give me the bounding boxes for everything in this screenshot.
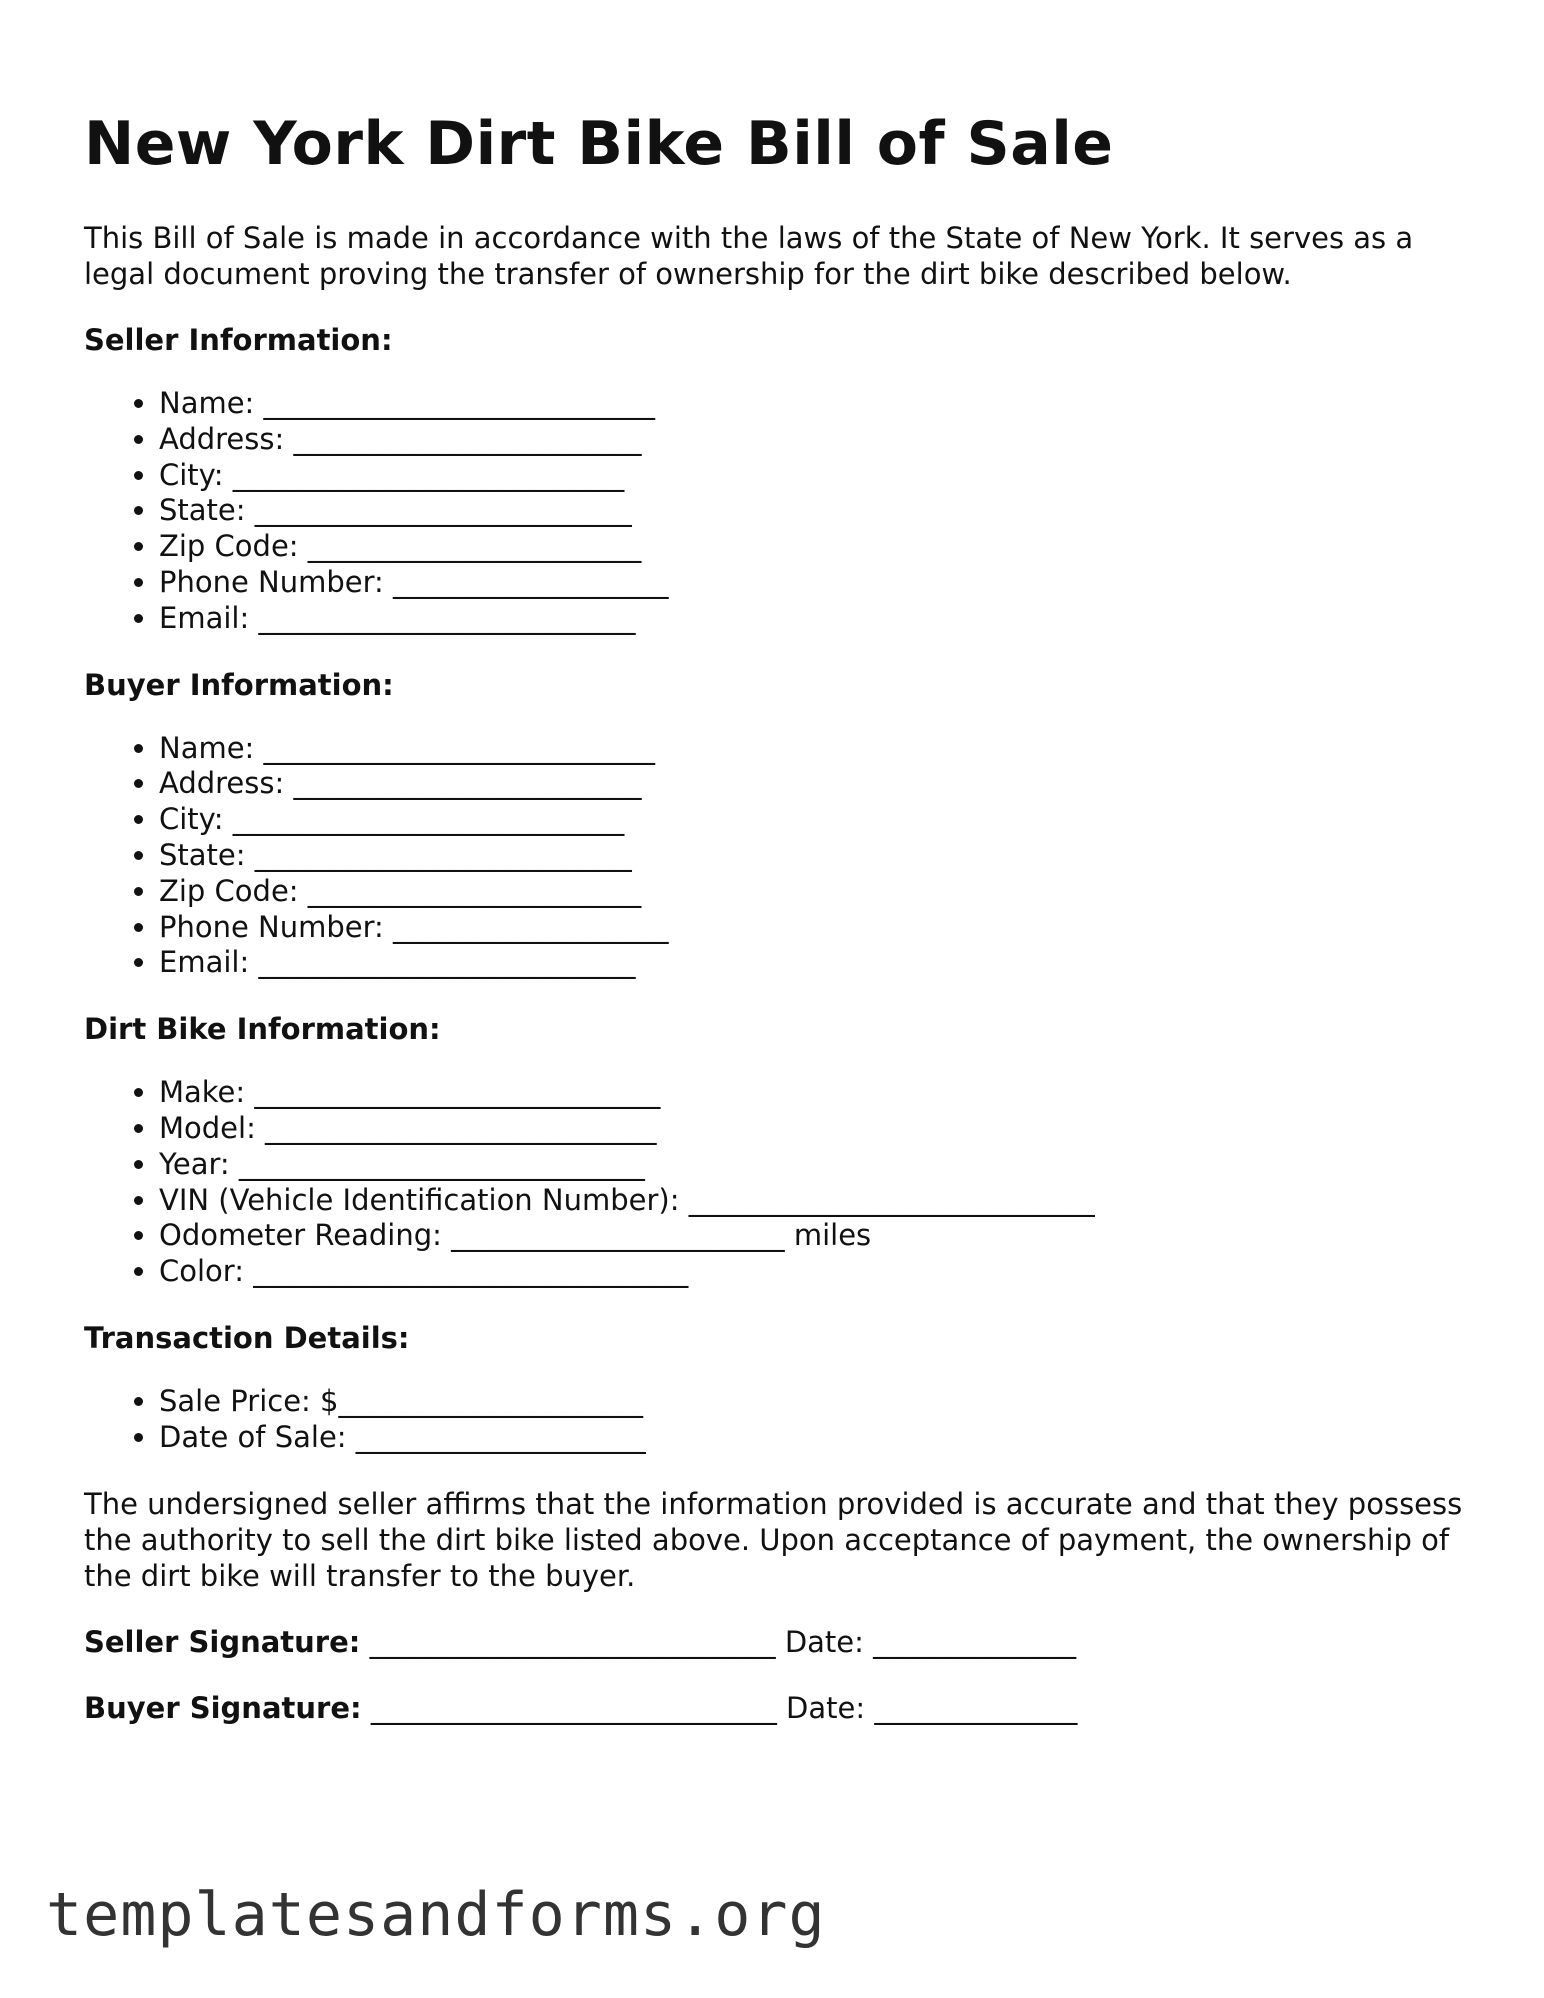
buyer-signature-label: Buyer Signature: xyxy=(84,1690,362,1725)
seller-name-field: • Name: ___________________________ xyxy=(159,386,1464,422)
buyer-phone-field: • Phone Number: ___________________ xyxy=(159,910,1464,946)
transaction-info-list xyxy=(84,1384,1464,1456)
buyer-city-field: • City: ___________________________ xyxy=(159,802,1464,838)
seller-signature-label: Seller Signature: xyxy=(84,1624,361,1659)
buyer-signature-blanks: ____________________________ Date: ______________ xyxy=(361,1690,1078,1725)
bike-section-heading: Dirt Bike Information: xyxy=(84,1012,441,1047)
bill-of-sale-document xyxy=(84,100,1464,1726)
sale-price-field: • Sale Price: $_____________________ xyxy=(159,1384,1464,1420)
buyer-state-field: • State: __________________________ xyxy=(159,838,1464,874)
bike-odometer-field: • Odometer Reading: _______________________ miles xyxy=(159,1218,1464,1254)
seller-signature-line xyxy=(84,1624,1464,1660)
seller-email-field: • Email: __________________________ xyxy=(159,601,1464,637)
bike-vin-field: • VIN (Vehicle Identification Number): ____________________________ xyxy=(159,1183,1464,1219)
buyer-section-heading: Buyer Information: xyxy=(84,667,394,702)
sale-date-field: • Date of Sale: ____________________ xyxy=(159,1420,1464,1456)
seller-address-field: • Address: ________________________ xyxy=(159,422,1464,458)
seller-zip-field: • Zip Code: _______________________ xyxy=(159,529,1464,565)
transaction-section-heading: Transaction Details: xyxy=(84,1320,410,1355)
buyer-name-field: • Name: ___________________________ xyxy=(159,731,1464,767)
seller-info-list xyxy=(84,386,1464,637)
bike-make-field: • Make: ____________________________ xyxy=(159,1075,1464,1111)
watermark-text: templatesandforms.org xyxy=(46,1880,826,1950)
seller-signature-blanks: ____________________________ Date: ______________ xyxy=(360,1624,1077,1659)
seller-phone-field: • Phone Number: ___________________ xyxy=(159,565,1464,601)
closing-paragraph: The undersigned seller affirms that the information provided is accurate and that they possess the authority to sell the dirt bike listed above. Upon acceptance of payment, the ownership of the dirt bike will transfer to the buyer. xyxy=(84,1486,1463,1593)
bike-model-field: • Model: ___________________________ xyxy=(159,1111,1464,1147)
document-title: New York Dirt Bike Bill of Sale xyxy=(84,109,1114,179)
bike-year-field: • Year: ____________________________ xyxy=(159,1147,1464,1183)
bike-info-list xyxy=(84,1075,1464,1290)
buyer-signature-line xyxy=(84,1690,1464,1726)
seller-state-field: • State: __________________________ xyxy=(159,493,1464,529)
buyer-address-field: • Address: ________________________ xyxy=(159,766,1464,802)
buyer-email-field: • Email: __________________________ xyxy=(159,945,1464,981)
intro-paragraph: This Bill of Sale is made in accordance with the laws of the State of New York. It serves as a legal document proving the transfer of ownership for the dirt bike described below. xyxy=(84,221,1414,291)
seller-section-heading: Seller Information: xyxy=(84,323,393,357)
seller-city-field: • City: ___________________________ xyxy=(159,458,1464,494)
buyer-zip-field: • Zip Code: _______________________ xyxy=(159,874,1464,910)
bike-color-field: • Color: ______________________________ xyxy=(159,1254,1464,1290)
buyer-info-list xyxy=(84,731,1464,982)
